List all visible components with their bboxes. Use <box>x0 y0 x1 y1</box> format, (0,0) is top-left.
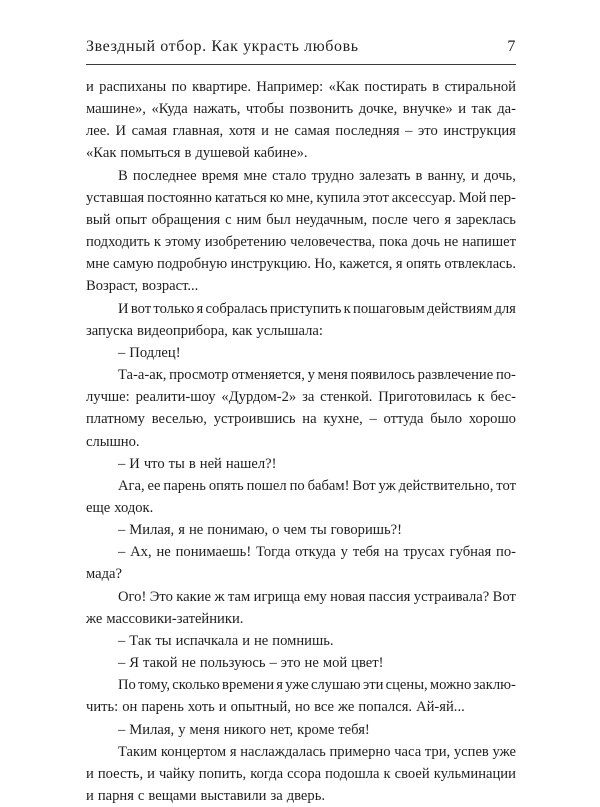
text-line: и поесть, и чайку попить, когда ссора подошла к своей кульминации <box>86 765 516 782</box>
text-line: – И что ты в ней нашел?! <box>118 455 277 472</box>
paragraph <box>86 741 516 807</box>
text-line: – Милая, у меня никого нет, кроме тебя! <box>118 721 370 738</box>
text-line: Ага, ее парень опять пошел по бабам! Вот уж действительно, тот <box>118 477 516 494</box>
paragraph <box>86 586 516 630</box>
header-rule <box>86 64 516 65</box>
text-line: же массовики-затейники. <box>86 610 244 627</box>
paragraph <box>86 475 516 519</box>
text-line: мада? <box>86 566 122 583</box>
text-line: уставшая постоянно кататься ко мне, купила этот аксессуар. Мой пер- <box>86 189 516 206</box>
text-line: – Ах, не понимаешь! Тогда откуда у тебя на трусах губная по- <box>118 544 516 561</box>
text-line: чить: он парень хоть и опытный, но все же попался. Ай-яй... <box>86 699 465 716</box>
text-line: И вот только я собралась приступить к пошаговым действиям для <box>118 300 516 317</box>
text-line: еще ходок. <box>86 499 154 516</box>
text-line: – Милая, я не понимаю, о чем ты говоришь?! <box>118 522 403 539</box>
paragraph <box>86 298 516 342</box>
running-header <box>86 38 516 56</box>
text-line: Та-а-ак, просмотр отменяется, у меня появилось развлечение по- <box>118 367 516 384</box>
text-line: запуска видеоприбора, как услышала: <box>86 322 323 339</box>
text-line: – Подлец! <box>118 344 181 361</box>
paragraph <box>86 165 516 298</box>
text-line: «Как помыться в душевой кабине». <box>86 145 308 162</box>
text-line: вый опыт обращения с ним был неудачным, после чего я зареклась <box>86 211 516 228</box>
paragraph <box>86 364 516 453</box>
paragraph <box>86 342 516 364</box>
text-line: В последнее время мне стало трудно залезать в ванну, и дочь, <box>118 167 516 184</box>
paragraph <box>86 519 516 541</box>
text-line: – Так ты испачкала и не помнишь. <box>118 632 334 649</box>
text-line: слышно. <box>86 433 140 450</box>
text-line: машине», «Куда нажать, чтобы позвонить дочке, внучке» и так да- <box>86 101 516 118</box>
text-line: Возраст, возраст... <box>86 278 199 295</box>
page-number: 7 <box>507 38 516 55</box>
paragraph <box>86 630 516 652</box>
text-line: лучше: реалити-шоу «Дурдом-2» за стенкой. Приготовилась к бес- <box>86 389 516 406</box>
paragraph <box>86 719 516 741</box>
text-line: платному веселью, устроившись на кухне, – оттуда было хорошо <box>86 411 516 428</box>
text-line: По тому, сколько времени я уже слушаю эти сцены, можно заклю- <box>118 677 516 694</box>
body-text <box>86 76 516 807</box>
text-line: – Я такой не пользуюсь – это не мой цвет! <box>118 655 384 672</box>
text-line: лее. И самая главная, хотя и не самая последняя – это инструкция <box>86 123 516 140</box>
text-line: мне самую подробную инструкцию. Но, кажется, я опять отвлеклась. <box>86 256 516 273</box>
text-line: Таким концертом я наслаждалась примерно часа три, успев уже <box>118 743 516 760</box>
text-line: подходить к этому изобретению человечества, пока дочь не напишет <box>86 234 516 251</box>
text-line: и парня с вещами выставили за дверь. <box>86 788 326 804</box>
paragraph <box>86 76 516 165</box>
paragraph <box>86 674 516 718</box>
paragraph <box>86 453 516 475</box>
text-line: и распиханы по квартире. Например: «Как постирать в стиральной <box>86 79 516 95</box>
paragraph <box>86 652 516 674</box>
running-title: Звездный отбор. Как украсть любовь <box>86 38 359 55</box>
text-line: Ого! Это какие ж там игрища ему новая пассия устраивала? Вот <box>118 588 516 605</box>
paragraph <box>86 541 516 585</box>
